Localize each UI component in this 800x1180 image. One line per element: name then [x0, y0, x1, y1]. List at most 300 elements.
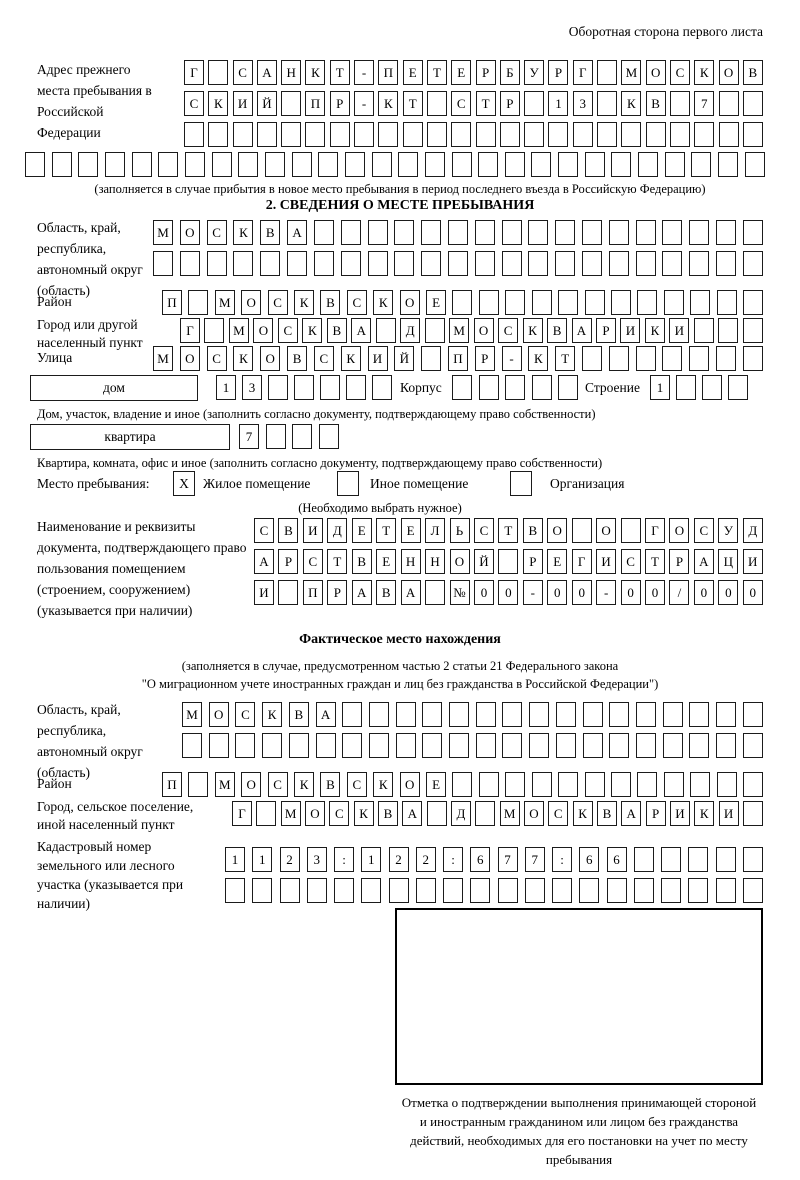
prev-address-row-1 [184, 60, 763, 85]
char-cell: 1 [252, 847, 272, 872]
char-cell [690, 290, 710, 315]
char-cell [281, 91, 301, 116]
char-cell [25, 152, 45, 177]
char-cell: Г [572, 549, 592, 574]
char-cell: О [241, 290, 261, 315]
char-cell: Ц [718, 549, 738, 574]
char-cell [665, 152, 685, 177]
char-cell [719, 91, 739, 116]
char-cell [425, 152, 445, 177]
document-label: Наименование и реквизиты документа, подтверждающего право пользования помещением (строением, сооружением) (указывается при наличии) [37, 519, 247, 618]
district-label: Район [37, 294, 72, 309]
char-cell [552, 878, 572, 903]
char-cell [368, 220, 388, 245]
char-cell: В [743, 60, 763, 85]
char-cell: К [621, 91, 641, 116]
region-row-2 [153, 251, 763, 276]
char-cell: И [596, 549, 616, 574]
char-cell [676, 375, 696, 400]
char-cell [505, 772, 525, 797]
char-cell: О [596, 518, 616, 543]
char-cell [637, 772, 657, 797]
char-cell [690, 772, 710, 797]
char-cell [743, 318, 763, 343]
char-cell: С [278, 318, 298, 343]
char-cell [716, 733, 736, 758]
char-cell: Й [394, 346, 414, 371]
char-cell: Н [425, 549, 445, 574]
char-cell: М [229, 318, 249, 343]
char-cell: 1 [225, 847, 245, 872]
char-cell: К [233, 220, 253, 245]
char-cell [78, 152, 98, 177]
char-cell: С [621, 549, 641, 574]
char-cell [662, 220, 682, 245]
char-cell [583, 702, 603, 727]
char-cell [688, 847, 708, 872]
char-cell [573, 122, 593, 147]
char-cell: В [352, 549, 372, 574]
char-cell: С [303, 549, 323, 574]
char-cell: М [621, 60, 641, 85]
char-cell [582, 220, 602, 245]
char-cell [449, 733, 469, 758]
char-cell: Р [278, 549, 298, 574]
char-cell: К [573, 801, 593, 826]
char-cell [743, 122, 763, 147]
char-cell [718, 318, 738, 343]
char-cell: Г [180, 318, 200, 343]
stroenie-label: Строение [585, 380, 640, 395]
char-cell [265, 152, 285, 177]
char-cell: А [287, 220, 307, 245]
korpus-cells [452, 375, 578, 400]
char-cell: О [209, 702, 229, 727]
char-cell [396, 733, 416, 758]
actual-location-title: Фактическое место нахождения [299, 632, 501, 647]
char-cell [476, 702, 496, 727]
char-cell: К [373, 290, 393, 315]
city-row [180, 318, 763, 343]
char-cell [743, 91, 763, 116]
char-cell [597, 91, 617, 116]
char-cell [597, 60, 617, 85]
char-cell [524, 91, 544, 116]
char-cell: П [303, 580, 323, 605]
char-cell [689, 251, 709, 276]
char-cell [452, 375, 472, 400]
char-cell [448, 251, 468, 276]
char-cell [289, 733, 309, 758]
char-cell [209, 733, 229, 758]
char-cell: В [260, 220, 280, 245]
char-cell: К [694, 60, 714, 85]
house-box-label: дом [30, 375, 198, 401]
char-cell [208, 122, 228, 147]
char-cell [716, 878, 736, 903]
char-cell [188, 290, 208, 315]
char-cell: О [400, 772, 420, 797]
char-cell [372, 375, 392, 400]
char-cell [664, 772, 684, 797]
char-cell [132, 152, 152, 177]
char-cell: - [502, 346, 522, 371]
char-cell [292, 152, 312, 177]
char-cell [583, 733, 603, 758]
char-cell [292, 424, 312, 449]
char-cell [691, 152, 711, 177]
char-cell [238, 152, 258, 177]
char-cell [609, 702, 629, 727]
section2-title: 2. СВЕДЕНИЯ О МЕСТЕ ПРЕБЫВАНИЯ [265, 198, 535, 213]
char-cell [318, 152, 338, 177]
actual-district-label: Район [37, 776, 72, 791]
stay-option-zhiloe-label: Жилое помещение [203, 476, 311, 491]
stay-label: Место пребывания: [37, 476, 150, 491]
prev-address-label: Адрес прежнего места пребывания в Российской Федерации [37, 62, 152, 140]
char-cell [268, 375, 288, 400]
char-cell: Ь [450, 518, 470, 543]
char-cell [372, 152, 392, 177]
char-cell: И [670, 801, 690, 826]
char-cell [180, 251, 200, 276]
char-cell: 3 [573, 91, 593, 116]
char-cell: К [208, 91, 228, 116]
char-cell [500, 122, 520, 147]
cadastral-row-1 [225, 847, 763, 872]
char-cell [185, 152, 205, 177]
char-cell: 1 [650, 375, 670, 400]
char-cell: А [572, 318, 592, 343]
house-cells [216, 375, 392, 400]
actual-location-note-2: "О миграционном учете иностранных граждан и лиц без гражданства в Российской Федерации") [141, 677, 659, 691]
char-cell: : [443, 847, 463, 872]
char-cell [425, 318, 445, 343]
char-cell: К [233, 346, 253, 371]
char-cell [319, 424, 339, 449]
street-label: Улица [37, 350, 73, 365]
char-cell: В [378, 801, 398, 826]
char-cell: К [341, 346, 361, 371]
char-cell: А [402, 801, 422, 826]
char-cell: П [448, 346, 468, 371]
char-cell: Р [646, 801, 666, 826]
char-cell: Й [257, 91, 277, 116]
char-cell [281, 122, 301, 147]
prev-address-note: (заполняется в случае прибытия в новое место пребывания в период последнего въезда в Российскую Федерацию) [94, 182, 706, 196]
char-cell [638, 152, 658, 177]
char-cell: Е [547, 549, 567, 574]
char-cell [505, 152, 525, 177]
char-cell: Р [476, 60, 496, 85]
char-cell [479, 375, 499, 400]
char-cell [389, 878, 409, 903]
char-cell [532, 375, 552, 400]
char-cell [421, 346, 441, 371]
char-cell: Д [327, 518, 347, 543]
char-cell: 7 [694, 91, 714, 116]
char-cell: Р [475, 346, 495, 371]
char-cell: С [254, 518, 274, 543]
char-cell [416, 878, 436, 903]
char-cell [287, 251, 307, 276]
char-cell [498, 878, 518, 903]
char-cell [717, 290, 737, 315]
char-cell [636, 733, 656, 758]
char-cell [52, 152, 72, 177]
char-cell: Д [743, 518, 763, 543]
char-cell: Р [330, 91, 350, 116]
char-cell [525, 878, 545, 903]
char-cell: В [376, 580, 396, 605]
stay-option-organizaciya-label: Организация [550, 476, 625, 491]
house-note: Дом, участок, владение и иное (заполнить согласно документу, подтверждающему право собственности) [37, 407, 596, 421]
char-cell: А [254, 549, 274, 574]
char-cell: Р [327, 580, 347, 605]
char-cell [743, 878, 763, 903]
char-cell: К [645, 318, 665, 343]
char-cell [470, 878, 490, 903]
char-cell: И [719, 801, 739, 826]
char-cell: А [694, 549, 714, 574]
char-cell [427, 122, 447, 147]
stay-option-inoe-label: Иное помещение [370, 476, 469, 491]
char-cell: У [524, 60, 544, 85]
char-cell [636, 251, 656, 276]
char-cell [330, 122, 350, 147]
char-cell: П [305, 91, 325, 116]
char-cell: Е [352, 518, 372, 543]
char-cell: О [253, 318, 273, 343]
char-cell [636, 346, 656, 371]
char-cell: Е [451, 60, 471, 85]
char-cell [716, 847, 736, 872]
char-cell: С [233, 60, 253, 85]
char-cell [182, 733, 202, 758]
char-cell: - [596, 580, 616, 605]
document-row-3 [254, 580, 763, 605]
char-cell: Т [645, 549, 665, 574]
char-cell [294, 375, 314, 400]
char-cell: Т [376, 518, 396, 543]
char-cell: 1 [548, 91, 568, 116]
char-cell [498, 549, 518, 574]
char-cell [621, 518, 641, 543]
char-cell [662, 251, 682, 276]
char-cell: Р [523, 549, 543, 574]
region-row-1 [153, 220, 763, 245]
char-cell: С [314, 346, 334, 371]
char-cell: М [281, 801, 301, 826]
char-cell: 0 [474, 580, 494, 605]
char-cell: К [694, 801, 714, 826]
city-label: Город или другой населенный пункт [37, 317, 143, 350]
char-cell [661, 847, 681, 872]
char-cell [394, 251, 414, 276]
char-cell: С [548, 801, 568, 826]
char-cell: Р [669, 549, 689, 574]
char-cell: 2 [416, 847, 436, 872]
char-cell [235, 733, 255, 758]
char-cell [252, 878, 272, 903]
char-cell: Г [184, 60, 204, 85]
char-cell [743, 346, 763, 371]
char-cell: : [552, 847, 572, 872]
char-cell: 3 [307, 847, 327, 872]
char-cell [728, 375, 748, 400]
char-cell: И [303, 518, 323, 543]
char-cell [743, 801, 763, 826]
char-cell [548, 122, 568, 147]
char-cell [531, 152, 551, 177]
char-cell [260, 251, 280, 276]
char-cell: И [254, 580, 274, 605]
char-cell [225, 878, 245, 903]
char-cell [689, 346, 709, 371]
char-cell: В [327, 318, 347, 343]
char-cell [427, 801, 447, 826]
char-cell [717, 772, 737, 797]
char-cell: В [289, 702, 309, 727]
char-cell: Г [645, 518, 665, 543]
char-cell: А [352, 580, 372, 605]
char-cell [582, 346, 602, 371]
apartment-box-label: квартира [30, 424, 230, 450]
char-cell [743, 290, 763, 315]
char-cell: О [241, 772, 261, 797]
char-cell [694, 122, 714, 147]
char-cell [663, 733, 683, 758]
char-cell [555, 251, 575, 276]
char-cell: - [354, 60, 374, 85]
char-cell [621, 122, 641, 147]
char-cell: 0 [694, 580, 714, 605]
char-cell [422, 702, 442, 727]
actual-location-note-1: (заполняется в случае, предусмотренном частью 2 статьи 21 Федерального закона [181, 659, 619, 673]
corner-note: Оборотная сторона первого листа [568, 24, 763, 39]
char-cell [555, 220, 575, 245]
char-cell [320, 375, 340, 400]
char-cell: О [669, 518, 689, 543]
char-cell: Н [401, 549, 421, 574]
char-cell: А [621, 801, 641, 826]
char-cell [597, 122, 617, 147]
char-cell [314, 251, 334, 276]
char-cell: М [449, 318, 469, 343]
char-cell [579, 878, 599, 903]
char-cell [208, 60, 228, 85]
char-cell [479, 772, 499, 797]
char-cell: П [162, 290, 182, 315]
char-cell: / [669, 580, 689, 605]
char-cell [378, 122, 398, 147]
char-cell [609, 251, 629, 276]
char-cell: 7 [239, 424, 259, 449]
char-cell [207, 251, 227, 276]
char-cell: С [694, 518, 714, 543]
char-cell [585, 772, 605, 797]
char-cell [743, 702, 763, 727]
char-cell: Л [425, 518, 445, 543]
char-cell [105, 152, 125, 177]
char-cell [505, 290, 525, 315]
char-cell: К [373, 772, 393, 797]
char-cell: Т [498, 518, 518, 543]
char-cell: 1 [361, 847, 381, 872]
char-cell: Р [500, 91, 520, 116]
char-cell: С [235, 702, 255, 727]
char-cell [475, 251, 495, 276]
char-cell [528, 251, 548, 276]
char-cell [661, 878, 681, 903]
char-cell: С [670, 60, 690, 85]
char-cell [611, 772, 631, 797]
street-row [153, 346, 763, 371]
actual-region-row-1 [182, 702, 763, 727]
char-cell [262, 733, 282, 758]
actual-region-label: Область, край, республика, автономный округ (область) [37, 702, 143, 780]
char-cell: Т [330, 60, 350, 85]
char-cell: К [262, 702, 282, 727]
char-cell [558, 772, 578, 797]
char-cell: 6 [470, 847, 490, 872]
char-cell: В [523, 518, 543, 543]
apartment-cells [239, 424, 339, 449]
char-cell: С [207, 220, 227, 245]
char-cell [716, 702, 736, 727]
char-cell [257, 122, 277, 147]
char-cell [694, 318, 714, 343]
char-cell [342, 702, 362, 727]
stay-checkbox-inoe [337, 471, 359, 496]
char-cell: К [528, 346, 548, 371]
char-cell [233, 122, 253, 147]
char-cell [646, 122, 666, 147]
char-cell [394, 220, 414, 245]
char-cell [345, 152, 365, 177]
char-cell: : [334, 847, 354, 872]
char-cell: К [294, 772, 314, 797]
char-cell: С [347, 290, 367, 315]
char-cell [153, 251, 173, 276]
char-cell: Р [548, 60, 568, 85]
char-cell: № [450, 580, 470, 605]
char-cell [212, 152, 232, 177]
char-cell: 3 [242, 375, 262, 400]
char-cell: Е [426, 772, 446, 797]
char-cell: И [368, 346, 388, 371]
char-cell [585, 152, 605, 177]
stroenie-cells [650, 375, 748, 400]
char-cell [524, 122, 544, 147]
char-cell: В [646, 91, 666, 116]
document-row-2 [254, 549, 763, 574]
char-cell [422, 733, 442, 758]
char-cell [184, 122, 204, 147]
char-cell [718, 152, 738, 177]
char-cell: Т [427, 60, 447, 85]
char-cell: 2 [389, 847, 409, 872]
char-cell [609, 733, 629, 758]
char-cell [280, 878, 300, 903]
char-cell [743, 733, 763, 758]
char-cell [376, 318, 396, 343]
char-cell [256, 801, 276, 826]
char-cell [476, 733, 496, 758]
char-cell: В [320, 290, 340, 315]
char-cell: Г [232, 801, 252, 826]
char-cell [502, 251, 522, 276]
